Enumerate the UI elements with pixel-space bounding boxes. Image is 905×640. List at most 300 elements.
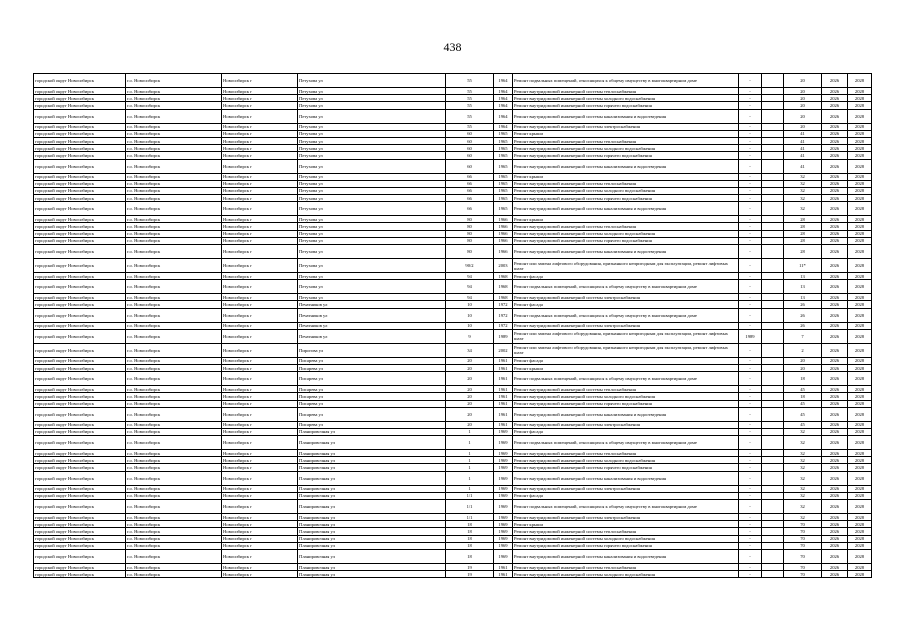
cell-end-year: 2028 [848, 130, 872, 137]
cell-lift-year: - [739, 180, 762, 187]
cell-end-year: 2028 [848, 195, 872, 202]
cell-lift-year: - [739, 485, 762, 492]
cell-unit-count: 32 [784, 173, 822, 180]
cell-house-number: 55 [446, 95, 494, 102]
cell-street: Писарева ул [298, 407, 446, 421]
cell-work-type: Ремонт внутридомовой инженерной системы холодного водоснабжения [513, 145, 739, 152]
cell-municipality: городской округ Новосибирск [34, 74, 126, 88]
cell-blank [762, 195, 784, 202]
cell-unit-count: 70 [784, 521, 822, 528]
table-row [34, 492, 872, 499]
cell-municipality: городской округ Новосибирск [34, 173, 126, 180]
cell-street: Петухова ул [298, 88, 446, 95]
cell-settlement: г.о. Новосибирск [126, 450, 222, 457]
cell-work-type: Ремонт фасада [513, 428, 739, 435]
cell-settlement: г.о. Новосибирск [126, 280, 222, 294]
cell-locality: Новосибирск г [222, 109, 298, 123]
cell-settlement: г.о. Новосибирск [126, 74, 222, 88]
cell-lift-year: - [739, 145, 762, 152]
cell-settlement: г.о. Новосибирск [126, 521, 222, 528]
cell-work-type: Ремонт внутридомовой инженерной системы канализования и водоотведения [513, 109, 739, 123]
cell-settlement: г.о. Новосибирск [126, 421, 222, 428]
cell-unit-count: 20 [784, 364, 822, 371]
cell-work-type: Ремонт внутридомовой инженерной системы теплоснабжения [513, 137, 739, 144]
repair-program-table-container [33, 73, 871, 578]
cell-unit-count: 18 [784, 393, 822, 400]
cell-settlement: г.о. Новосибирск [126, 301, 222, 308]
cell-blank [762, 535, 784, 542]
cell-street: Планировочная ул [298, 436, 446, 450]
cell-house-number: 18 [446, 542, 494, 549]
cell-lift-year: - [739, 471, 762, 485]
cell-blank [762, 485, 784, 492]
cell-house-number: 1 [446, 428, 494, 435]
cell-unit-count: 41 [784, 130, 822, 137]
cell-blank [762, 407, 784, 421]
cell-blank [762, 159, 784, 173]
cell-settlement: г.о. Новосибирск [126, 549, 222, 563]
table-row [34, 393, 872, 400]
cell-blank [762, 294, 784, 301]
cell-house-number: 55 [446, 102, 494, 109]
cell-locality: Новосибирск г [222, 421, 298, 428]
cell-municipality: городской округ Новосибирск [34, 372, 126, 386]
cell-lift-year: - [739, 308, 762, 322]
cell-street: Пирогова ул [298, 343, 446, 357]
table-row [34, 400, 872, 407]
cell-work-type: Ремонт внутридомовой инженерной системы теплоснабжения [513, 450, 739, 457]
cell-street: Планировочная ул [298, 457, 446, 464]
cell-municipality: городской округ Новосибирск [34, 457, 126, 464]
cell-work-type: Ремонт внутридомовой инженерной системы теплоснабжения [513, 223, 739, 230]
cell-work-type: Ремонт внутридомовой инженерной системы электроснабжения [513, 485, 739, 492]
cell-unit-count: 45 [784, 400, 822, 407]
cell-unit-count: 32 [784, 457, 822, 464]
cell-house-number: 20 [446, 421, 494, 428]
cell-lift-year: - [739, 571, 762, 578]
cell-blank [762, 137, 784, 144]
cell-work-type: Ремонт внутридомовой инженерной системы канализования и водоотведения [513, 549, 739, 563]
cell-street: Планировочная ул [298, 542, 446, 549]
cell-municipality: городской округ Новосибирск [34, 563, 126, 570]
cell-year-built: 1965 [494, 130, 513, 137]
table-row [34, 571, 872, 578]
cell-end-year: 2028 [848, 273, 872, 280]
cell-house-number: 20 [446, 393, 494, 400]
cell-year-built: 1961 [494, 393, 513, 400]
cell-locality: Новосибирск г [222, 130, 298, 137]
cell-settlement: г.о. Новосибирск [126, 216, 222, 223]
cell-end-year: 2028 [848, 308, 872, 322]
cell-end-year: 2028 [848, 259, 872, 273]
cell-year-built: 1965 [494, 159, 513, 173]
cell-unit-count: 70 [784, 571, 822, 578]
cell-work-type: Ремонт внутридомовой инженерной системы теплоснабжения [513, 88, 739, 95]
cell-unit-count: 13 [784, 280, 822, 294]
table-row [34, 95, 872, 102]
cell-street: Планировочная ул [298, 535, 446, 542]
cell-settlement: г.о. Новосибирск [126, 514, 222, 521]
cell-work-type: Ремонт крыши [513, 521, 739, 528]
cell-year-built: 1965 [494, 195, 513, 202]
cell-end-year: 2028 [848, 187, 872, 194]
cell-locality: Новосибирск г [222, 137, 298, 144]
cell-start-year: 2026 [822, 109, 848, 123]
cell-start-year: 2026 [822, 187, 848, 194]
cell-house-number: 60 [446, 130, 494, 137]
table-row [34, 130, 872, 137]
cell-locality: Новосибирск г [222, 152, 298, 159]
cell-municipality: городской округ Новосибирск [34, 145, 126, 152]
cell-end-year: 2028 [848, 528, 872, 535]
cell-house-number: 10 [446, 301, 494, 308]
cell-lift-year: - [739, 400, 762, 407]
cell-blank [762, 372, 784, 386]
table-row [34, 421, 872, 428]
cell-year-built: 1966 [494, 223, 513, 230]
cell-unit-count: 32 [784, 464, 822, 471]
cell-blank [762, 202, 784, 216]
cell-settlement: г.о. Новосибирск [126, 195, 222, 202]
cell-locality: Новосибирск г [222, 180, 298, 187]
cell-end-year: 2028 [848, 322, 872, 329]
cell-locality: Новосибирск г [222, 364, 298, 371]
cell-work-type: Ремонт внутридомовой инженерной системы холодного водоснабжения [513, 571, 739, 578]
cell-street: Петухова ул [298, 123, 446, 130]
cell-work-type: Ремонт внутридомовой инженерной системы электроснабжения [513, 294, 739, 301]
cell-end-year: 2028 [848, 95, 872, 102]
cell-unit-count: 45 [784, 386, 822, 393]
cell-blank [762, 109, 784, 123]
cell-locality: Новосибирск г [222, 542, 298, 549]
cell-blank [762, 343, 784, 357]
cell-settlement: г.о. Новосибирск [126, 223, 222, 230]
cell-work-type: Ремонт внутридомовой инженерной системы холодного водоснабжения [513, 393, 739, 400]
cell-unit-count: 20 [784, 357, 822, 364]
cell-end-year: 2028 [848, 571, 872, 578]
cell-municipality: городской округ Новосибирск [34, 514, 126, 521]
cell-locality: Новосибирск г [222, 528, 298, 535]
cell-end-year: 2028 [848, 88, 872, 95]
table-row [34, 428, 872, 435]
cell-locality: Новосибирск г [222, 308, 298, 322]
cell-municipality: городской округ Новосибирск [34, 259, 126, 273]
table-row [34, 109, 872, 123]
cell-start-year: 2026 [822, 195, 848, 202]
cell-municipality: городской округ Новосибирск [34, 308, 126, 322]
cell-lift-year: - [739, 187, 762, 194]
cell-year-built: 1961 [494, 372, 513, 386]
cell-year-built: 1969 [494, 471, 513, 485]
cell-start-year: 2026 [822, 542, 848, 549]
cell-street: Планировочная ул [298, 492, 446, 499]
cell-unit-count: 32 [784, 514, 822, 521]
cell-street: Петухова ул [298, 280, 446, 294]
cell-municipality: городской округ Новосибирск [34, 195, 126, 202]
cell-street: Петухова ул [298, 195, 446, 202]
cell-street: Планировочная ул [298, 528, 446, 535]
cell-house-number: 1/1 [446, 492, 494, 499]
cell-start-year: 2026 [822, 485, 848, 492]
cell-work-type: Ремонт внутридомовой инженерной системы горячего водоснабжения [513, 102, 739, 109]
cell-lift-year: - [739, 436, 762, 450]
table-row [34, 542, 872, 549]
cell-year-built: 1964 [494, 102, 513, 109]
cell-settlement: г.о. Новосибирск [126, 457, 222, 464]
cell-lift-year: - [739, 109, 762, 123]
cell-locality: Новосибирск г [222, 294, 298, 301]
cell-start-year: 2026 [822, 322, 848, 329]
cell-end-year: 2028 [848, 102, 872, 109]
cell-year-built: 1989 [494, 329, 513, 343]
cell-work-type: Ремонт внутридомовой инженерной системы холодного водоснабжения [513, 95, 739, 102]
cell-end-year: 2028 [848, 109, 872, 123]
table-row [34, 74, 872, 88]
cell-year-built: 1965 [494, 187, 513, 194]
cell-blank [762, 301, 784, 308]
cell-settlement: г.о. Новосибирск [126, 571, 222, 578]
cell-unit-count: 13 [784, 294, 822, 301]
cell-work-type: Ремонт подвальных помещений, относящихся к общему имуществу в многоквартирном доме [513, 500, 739, 514]
cell-street: Писарева ул [298, 372, 446, 386]
cell-locality: Новосибирск г [222, 187, 298, 194]
cell-end-year: 2028 [848, 245, 872, 259]
cell-house-number: 94 [446, 273, 494, 280]
cell-locality: Новосибирск г [222, 123, 298, 130]
cell-year-built: 1968 [494, 294, 513, 301]
cell-settlement: г.о. Новосибирск [126, 428, 222, 435]
cell-municipality: городской округ Новосибирск [34, 521, 126, 528]
cell-year-built: 1961 [494, 364, 513, 371]
cell-start-year: 2026 [822, 130, 848, 137]
cell-unit-count: 32 [784, 450, 822, 457]
cell-house-number: 20 [446, 386, 494, 393]
cell-work-type: Ремонт подвальных помещений, относящихся к общему имуществу в многоквартирном доме [513, 74, 739, 88]
cell-unit-count: 11* [784, 259, 822, 273]
table-row [34, 273, 872, 280]
cell-municipality: городской округ Новосибирск [34, 95, 126, 102]
cell-blank [762, 514, 784, 521]
cell-municipality: городской округ Новосибирск [34, 301, 126, 308]
cell-locality: Новосибирск г [222, 173, 298, 180]
cell-blank [762, 245, 784, 259]
cell-lift-year: - [739, 123, 762, 130]
cell-house-number: 80 [446, 230, 494, 237]
cell-house-number: 1/1 [446, 500, 494, 514]
cell-house-number: 9 [446, 329, 494, 343]
cell-start-year: 2026 [822, 471, 848, 485]
table-row [34, 294, 872, 301]
cell-year-built: 1969 [494, 450, 513, 457]
cell-lift-year: - [739, 500, 762, 514]
cell-year-built: 1966 [494, 216, 513, 223]
cell-blank [762, 521, 784, 528]
cell-house-number: 1 [446, 436, 494, 450]
cell-street: Петухова ул [298, 180, 446, 187]
cell-start-year: 2026 [822, 216, 848, 223]
table-row [34, 280, 872, 294]
cell-settlement: г.о. Новосибирск [126, 364, 222, 371]
cell-start-year: 2026 [822, 428, 848, 435]
cell-street: Петухова ул [298, 223, 446, 230]
table-row [34, 436, 872, 450]
cell-work-type: Ремонт внутридомовой инженерной системы горячего водоснабжения [513, 464, 739, 471]
cell-work-type: Ремонт фасада [513, 301, 739, 308]
cell-municipality: городской округ Новосибирск [34, 280, 126, 294]
cell-settlement: г.о. Новосибирск [126, 137, 222, 144]
cell-municipality: городской округ Новосибирск [34, 237, 126, 244]
cell-start-year: 2026 [822, 180, 848, 187]
cell-blank [762, 500, 784, 514]
cell-settlement: г.о. Новосибирск [126, 130, 222, 137]
cell-unit-count: 7 [784, 329, 822, 343]
cell-locality: Новосибирск г [222, 216, 298, 223]
cell-start-year: 2026 [822, 514, 848, 521]
cell-start-year: 2026 [822, 464, 848, 471]
cell-unit-count: 70 [784, 535, 822, 542]
page-number: 438 [443, 40, 462, 54]
cell-settlement: г.о. Новосибирск [126, 393, 222, 400]
cell-start-year: 2026 [822, 237, 848, 244]
cell-blank [762, 436, 784, 450]
cell-year-built: 1966 [494, 245, 513, 259]
cell-house-number: 19 [446, 571, 494, 578]
cell-settlement: г.о. Новосибирск [126, 407, 222, 421]
cell-street: Петухова ул [298, 95, 446, 102]
cell-work-type: Ремонт внутридомовой инженерной системы теплоснабжения [513, 528, 739, 535]
cell-locality: Новосибирск г [222, 485, 298, 492]
cell-municipality: городской округ Новосибирск [34, 137, 126, 144]
cell-start-year: 2026 [822, 145, 848, 152]
cell-end-year: 2028 [848, 364, 872, 371]
cell-start-year: 2026 [822, 152, 848, 159]
cell-year-built: 1964 [494, 95, 513, 102]
cell-end-year: 2028 [848, 137, 872, 144]
table-row [34, 245, 872, 259]
cell-blank [762, 421, 784, 428]
cell-year-built: 1969 [494, 549, 513, 563]
cell-year-built: 1961 [494, 357, 513, 364]
table-row [34, 372, 872, 386]
cell-end-year: 2028 [848, 471, 872, 485]
cell-work-type: Ремонт внутридомовой инженерной системы электроснабжения [513, 421, 739, 428]
cell-end-year: 2028 [848, 159, 872, 173]
table-row [34, 450, 872, 457]
cell-start-year: 2026 [822, 343, 848, 357]
cell-locality: Новосибирск г [222, 329, 298, 343]
cell-street: Петухова ул [298, 159, 446, 173]
cell-end-year: 2028 [848, 400, 872, 407]
cell-end-year: 2028 [848, 74, 872, 88]
table-row [34, 202, 872, 216]
cell-municipality: городской округ Новосибирск [34, 407, 126, 421]
cell-start-year: 2026 [822, 436, 848, 450]
cell-municipality: городской округ Новосибирск [34, 109, 126, 123]
cell-lift-year: - [739, 102, 762, 109]
cell-unit-count: 70 [784, 528, 822, 535]
cell-unit-count: 41 [784, 145, 822, 152]
table-row [34, 521, 872, 528]
cell-locality: Новосибирск г [222, 428, 298, 435]
cell-unit-count: 32 [784, 202, 822, 216]
table-row [34, 549, 872, 563]
cell-work-type: Ремонт внутридомовой инженерной системы холодного водоснабжения [513, 535, 739, 542]
cell-locality: Новосибирск г [222, 102, 298, 109]
table-row [34, 457, 872, 464]
cell-street: Петухова ул [298, 74, 446, 88]
cell-street: Петухова ул [298, 152, 446, 159]
table-row [34, 386, 872, 393]
cell-municipality: городской округ Новосибирск [34, 230, 126, 237]
cell-year-built: 1968 [494, 273, 513, 280]
cell-locality: Новосибирск г [222, 464, 298, 471]
cell-lift-year: - [739, 364, 762, 371]
cell-unit-count: 28 [784, 237, 822, 244]
cell-locality: Новосибирск г [222, 195, 298, 202]
cell-end-year: 2028 [848, 485, 872, 492]
cell-start-year: 2026 [822, 521, 848, 528]
cell-street: Петухова ул [298, 216, 446, 223]
cell-lift-year: - [739, 273, 762, 280]
cell-end-year: 2028 [848, 152, 872, 159]
cell-lift-year: - [739, 535, 762, 542]
cell-unit-count: 20 [784, 88, 822, 95]
cell-year-built: 1964 [494, 123, 513, 130]
cell-settlement: г.о. Новосибирск [126, 535, 222, 542]
table-row [34, 216, 872, 223]
cell-end-year: 2028 [848, 202, 872, 216]
cell-work-type: Ремонт внутридомовой инженерной системы горячего водоснабжения [513, 400, 739, 407]
cell-municipality: городской округ Новосибирск [34, 343, 126, 357]
cell-street: Планировочная ул [298, 471, 446, 485]
cell-end-year: 2028 [848, 500, 872, 514]
table-row [34, 329, 872, 343]
cell-settlement: г.о. Новосибирск [126, 500, 222, 514]
cell-street: Петухова ул [298, 202, 446, 216]
cell-unit-count: 32 [784, 492, 822, 499]
table-row [34, 152, 872, 159]
cell-house-number: 20 [446, 357, 494, 364]
cell-end-year: 2028 [848, 301, 872, 308]
cell-end-year: 2028 [848, 436, 872, 450]
cell-work-type: Ремонт фасада [513, 492, 739, 499]
cell-unit-count: 20 [784, 102, 822, 109]
cell-start-year: 2026 [822, 364, 848, 371]
cell-year-built: 1972 [494, 301, 513, 308]
cell-street: Планировочная ул [298, 428, 446, 435]
cell-locality: Новосибирск г [222, 457, 298, 464]
cell-locality: Новосибирск г [222, 245, 298, 259]
cell-end-year: 2028 [848, 280, 872, 294]
cell-house-number: 1 [446, 471, 494, 485]
cell-work-type: Ремонт внутридомовой инженерной системы канализования и водоотведения [513, 245, 739, 259]
table-row [34, 514, 872, 521]
cell-lift-year: - [739, 528, 762, 535]
cell-blank [762, 393, 784, 400]
cell-end-year: 2028 [848, 357, 872, 364]
cell-work-type: Ремонт внутридомовой инженерной системы горячего водоснабжения [513, 195, 739, 202]
cell-lift-year: - [739, 223, 762, 230]
cell-blank [762, 364, 784, 371]
cell-unit-count: 32 [784, 471, 822, 485]
cell-street: Петухова ул [298, 130, 446, 137]
cell-house-number: 55 [446, 123, 494, 130]
cell-municipality: городской округ Новосибирск [34, 202, 126, 216]
cell-end-year: 2028 [848, 563, 872, 570]
table-row [34, 308, 872, 322]
cell-end-year: 2028 [848, 450, 872, 457]
table-row [34, 237, 872, 244]
